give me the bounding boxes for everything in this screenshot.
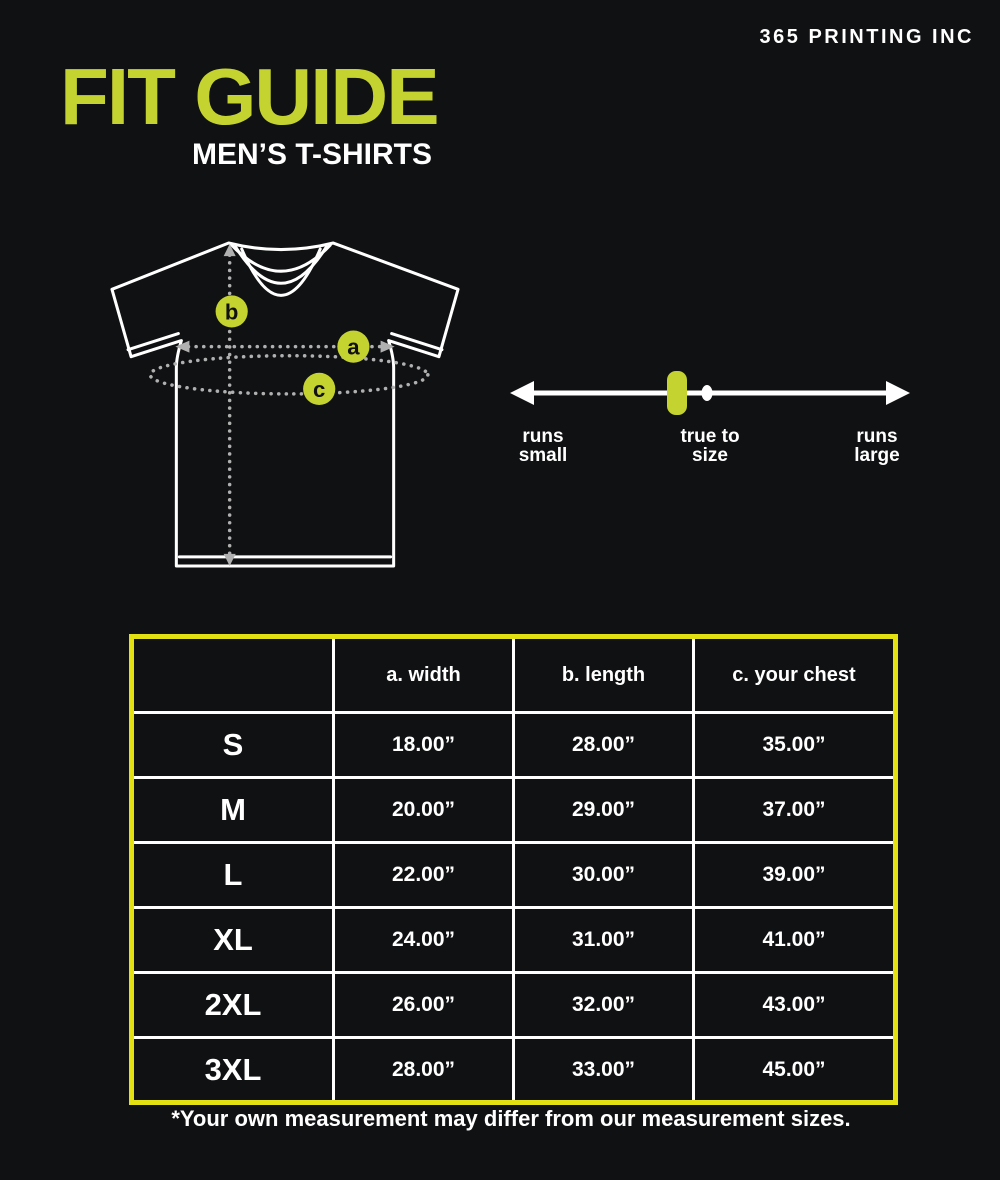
length-value: 29.00”	[514, 778, 694, 843]
width-value: 20.00”	[334, 778, 514, 843]
size-chart-table	[129, 634, 898, 1105]
fit-scale	[500, 365, 920, 475]
table-row-2xl	[132, 973, 896, 1038]
header-size	[132, 637, 334, 713]
scale-arrow-right-icon	[886, 381, 910, 405]
marker-b-label: b	[224, 299, 239, 325]
chest-value: 39.00”	[694, 843, 896, 908]
chest-guide-ellipse	[150, 356, 428, 394]
scale-label-true-to-size: true to size	[680, 426, 740, 466]
fit-position-marker	[667, 371, 687, 415]
table-row-s	[132, 713, 896, 778]
page-title: FIT GUIDE	[60, 52, 438, 141]
scale-label-runs-small: runs small	[518, 426, 568, 466]
chest-value: 45.00”	[694, 1038, 896, 1103]
scale-label-runs-large: runs large	[854, 426, 900, 466]
chest-value: 35.00”	[694, 713, 896, 778]
marker-a-label: a	[347, 334, 360, 360]
marker-c-label: c	[313, 376, 326, 402]
size-label: M	[132, 778, 334, 843]
measurement-marker-b	[216, 295, 248, 327]
length-value: 32.00”	[514, 973, 694, 1038]
length-value: 31.00”	[514, 908, 694, 973]
size-label: XL	[132, 908, 334, 973]
length-value: 30.00”	[514, 843, 694, 908]
length-value: 33.00”	[514, 1038, 694, 1103]
size-label: 2XL	[132, 973, 334, 1038]
chest-value: 43.00”	[694, 973, 896, 1038]
chest-value: 37.00”	[694, 778, 896, 843]
header-length: b. length	[514, 637, 694, 713]
arrowhead-down-icon	[224, 554, 236, 566]
measurement-marker-a	[337, 331, 369, 363]
table-row-l	[132, 843, 896, 908]
title-block	[60, 52, 438, 172]
width-value: 18.00”	[334, 713, 514, 778]
width-value: 22.00”	[334, 843, 514, 908]
width-value: 28.00”	[334, 1038, 514, 1103]
length-value: 28.00”	[514, 713, 694, 778]
width-value: 26.00”	[334, 973, 514, 1038]
tshirt-diagram	[103, 239, 467, 573]
size-label: L	[132, 843, 334, 908]
size-label: S	[132, 713, 334, 778]
header-chest: c. your chest	[694, 637, 896, 713]
scale-arrow-left-icon	[510, 381, 534, 405]
chest-value: 41.00”	[694, 908, 896, 973]
table-header-row	[132, 637, 896, 713]
measurement-disclaimer: *Your own measurement may differ from our measurement sizes.	[171, 1106, 851, 1131]
table-row-m	[132, 778, 896, 843]
table-row-xl	[132, 908, 896, 973]
table-row-3xl	[132, 1038, 896, 1103]
scale-center-dot	[702, 385, 713, 401]
header-width: a. width	[334, 637, 514, 713]
tshirt-outline-icon	[103, 239, 467, 573]
page-subtitle: MEN’S T-SHIRTS	[191, 138, 432, 171]
width-value: 24.00”	[334, 908, 514, 973]
brand-name: 365 PRINTING INC	[759, 26, 974, 48]
measurement-marker-c	[303, 373, 335, 405]
size-label: 3XL	[132, 1038, 334, 1103]
fit-scale-axis	[500, 365, 920, 421]
